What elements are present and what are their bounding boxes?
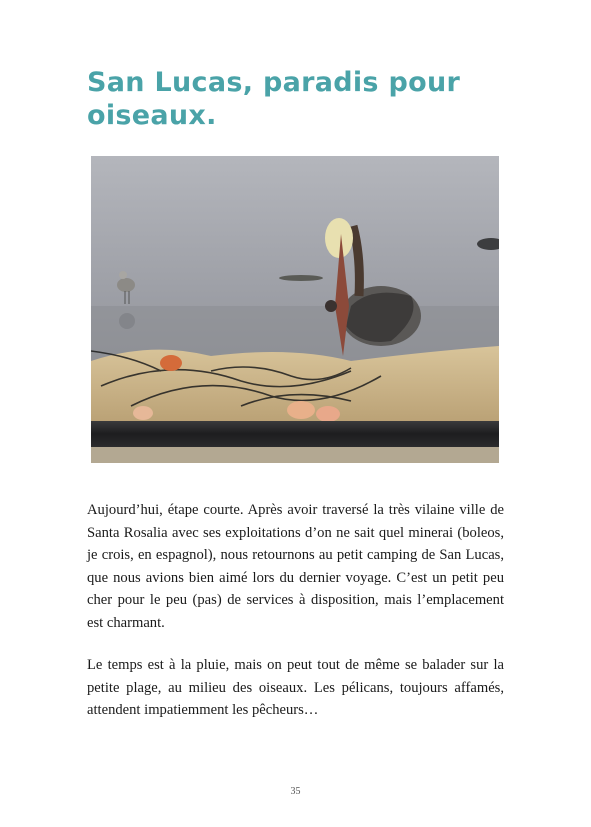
page-number: 35	[290, 786, 301, 797]
body-paragraph-1: Aujourd’hui, étape courte. Après avoir traversé la très vilaine ville de Santa Rosalia avec ses exploitations d’on ne sait quel minerai (boleos, je crois, en espagnol), nous retournons au petit camping de San Lucas, que nous avions bien aimé lors du dernier voyage. C’est un petit peu cher pour le peu (pas) de services à disposition, mais l’emplacement est charmant.	[87, 502, 504, 631]
body-paragraph-2: Le temps est à la pluie, mais on peut tout de même se balader sur la petite plage, au milieu des oiseaux. Les pélicans, toujours affamés, attendent impatiemment les pêcheurs…	[87, 657, 504, 718]
page-title: San Lucas, paradis pour oiseaux.	[87, 67, 461, 131]
pelican-photo	[91, 156, 499, 463]
